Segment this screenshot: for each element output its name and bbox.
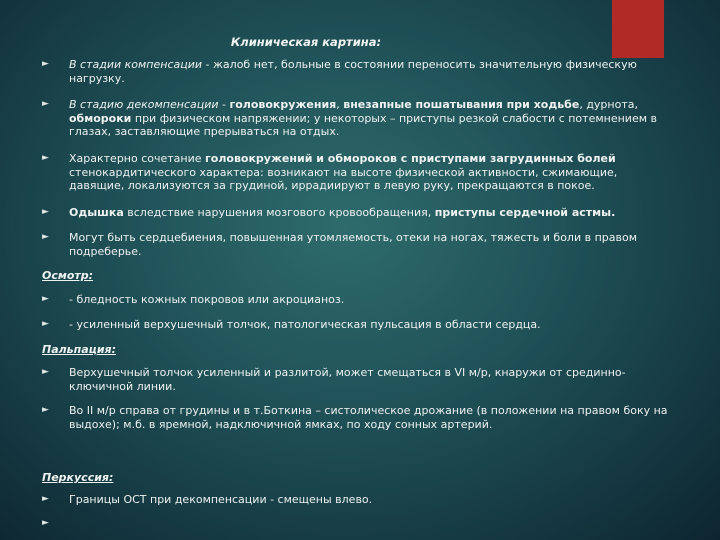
bullet-arrow-icon: ► — [42, 59, 49, 69]
palpation-heading: Пальпация: — [42, 343, 116, 356]
bullet-item: ► - усиленный верхушечный толчок, патологическая пульсация в области сердца. — [42, 318, 541, 331]
bullet-item: ► Могут быть сердцебиения, повышенная утомляемость, отеки на ногах, тяжесть и боли в правом подреберье. — [42, 231, 638, 258]
bullet-item: ► Границы ОСТ при декомпенсации - смещены влево. — [42, 493, 373, 506]
bullet-arrow-icon: ► — [42, 494, 49, 504]
osmotr-heading: Осмотр: — [42, 269, 94, 282]
bullet-arrow-icon: ► — [42, 319, 49, 329]
bullet-arrow-icon: ► — [42, 294, 49, 304]
bullet-arrow-icon: ► — [42, 232, 49, 242]
bullet-arrow-icon: ► — [42, 153, 49, 163]
bullet-arrow-icon: ► — [42, 207, 49, 217]
bullet-arrow-icon: ► — [42, 405, 49, 415]
bullet-arrow-icon: ► — [42, 518, 49, 528]
slide-title: Клиническая картина: — [230, 35, 382, 49]
bullet-item: ► Во II м/р справа от грудины и в т.Боткина – систолическое дрожание (в положении на правом боку на выдохе); м.б. в яремной, надключичной ямках, по ходу сонных артерий. — [42, 404, 668, 431]
bullet-item: ► В стадии компенсации - жалоб нет, больные в состоянии переносить значительную физическую нагрузку. — [42, 58, 637, 85]
bullet-item: ► Одышка вследствие нарушения мозгового кровообращения, приступы сердечной астмы. — [42, 206, 616, 219]
bullet-arrow-icon: ► — [42, 367, 49, 377]
bullet-item: ► Характерно сочетание головокружений и обмороков с приступами загрудинных болей стенокардитического характера: возникают на высоте физической активности, сжимающие, давящие, локализуются за грудиной, иррадиируют в левую руку, прекращаются в покое. — [42, 152, 618, 192]
accent-block — [612, 0, 664, 58]
bullet-item: ► В стадию декомпенсации - головокружения, внезапные пошатывания при ходьбе, дурнота, обмороки при физическом напряжении; у некоторых – приступы резкой слабости с потемнением в глазах, заставляющие прерываться на отдых. — [42, 98, 657, 138]
bullet-arrow-icon: ► — [42, 99, 49, 109]
percussion-heading: Перкуссия: — [42, 471, 114, 484]
bullet-item: ► Верхушечный толчок усиленный и разлитой, может смещаться в VI м/р, кнаружи от срединно-ключичной линии. — [42, 366, 626, 393]
bullet-item: ► - бледность кожных покровов или акроцианоз. — [42, 293, 345, 306]
